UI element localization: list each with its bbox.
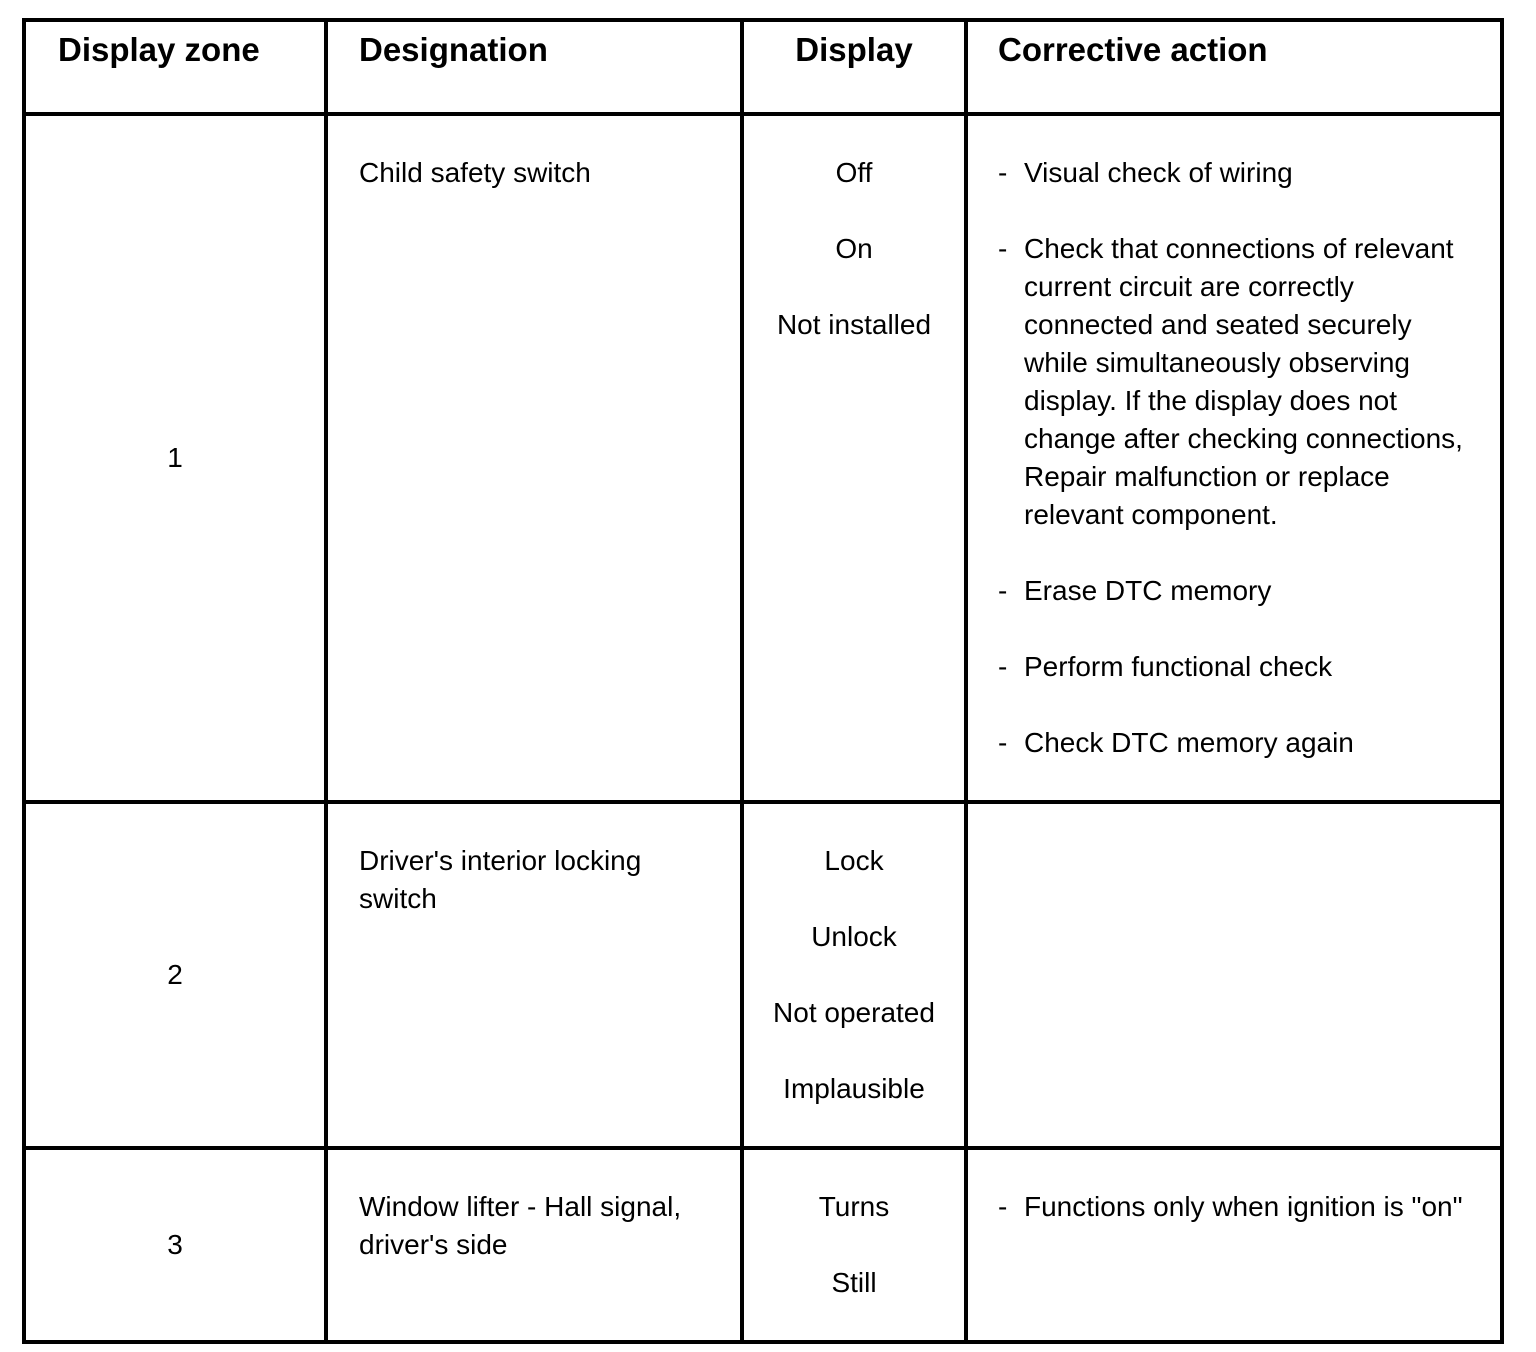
designation-cell: Driver's interior locking switch [326,802,742,1148]
action-item: - Erase DTC memory [998,575,1272,606]
action-item: - Check that connections of relevant current circuit are correctly connected and seated securely while simultaneously observing display. If the display does not change after checking connections, Repair malfunction or replace relevant component. [998,233,1463,530]
display-value: Turns [818,1191,890,1222]
display-value: Still [831,1267,877,1298]
display-cell [742,802,966,1148]
table-row [24,114,1502,802]
action-text: Check DTC memory again [1024,727,1354,758]
corrective-action-cell [966,114,1502,802]
display-value: Unlock [811,921,897,952]
zone-cell: 1 [24,114,326,802]
action-text: Functions only when ignition is "on" [1024,1191,1463,1222]
zone-cell: 2 [24,802,326,1148]
action-item: - Visual check of wiring [998,157,1293,188]
designation-cell: Window lifter - Hall signal, driver's side [326,1148,742,1342]
action-text: Visual check of wiring [1024,157,1293,188]
display-cell [742,1148,966,1342]
action-text: Check that connections of relevant current circuit are correctly connected and seated securely while simultaneously observing display. If the display does not change after checking connections, Repair malfunction or replace relevant component. [1024,233,1463,530]
display-value: Implausible [783,1073,925,1104]
corrective-action-cell [966,1148,1502,1342]
display-value: Off [835,157,873,188]
display-cell [742,114,966,802]
display-value: Lock [824,845,884,876]
action-text: Perform functional check [1024,651,1333,682]
header-display-zone: Display zone [24,20,326,114]
designation-cell: Child safety switch [326,114,742,802]
header-designation: Designation [326,20,742,114]
action-item: - Perform functional check [998,651,1333,682]
action-item: - Check DTC memory again [998,727,1354,758]
display-value: Not installed [776,309,932,340]
header-display: Display [742,20,966,114]
dtc-table [22,18,1504,1344]
action-item: - Functions only when ignition is "on" [998,1191,1463,1222]
zone-cell: 3 [24,1148,326,1342]
table-row [24,1148,1502,1342]
display-value: On [835,233,873,264]
table-row [24,802,1502,1148]
corrective-action-cell [966,802,1502,1148]
table-header-row [24,20,1502,114]
action-text: Erase DTC memory [1024,575,1272,606]
display-value: Not operated [773,997,935,1028]
header-corrective-action: Corrective action [966,20,1502,114]
